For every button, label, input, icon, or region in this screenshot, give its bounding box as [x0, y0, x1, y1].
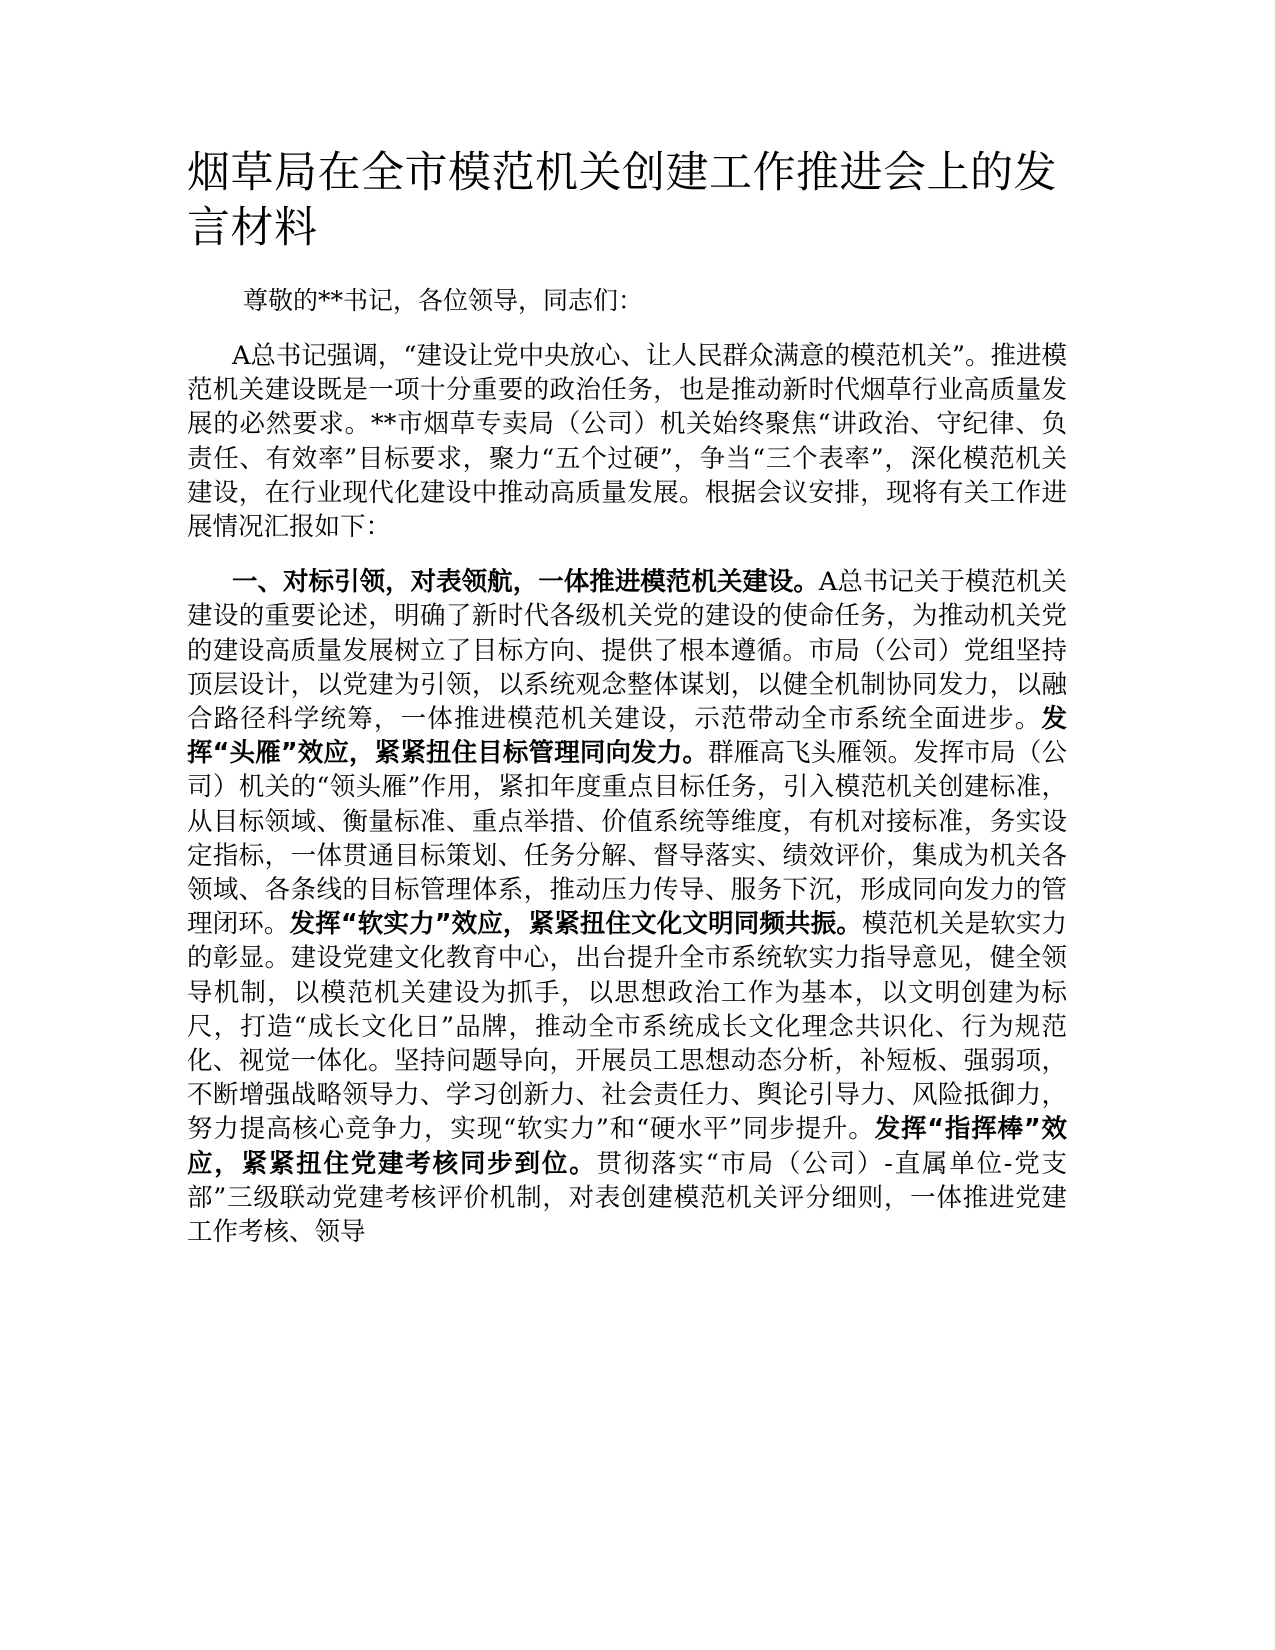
subpoint-3-heading: 发挥“指挥棒”效应，紧紧扭住党建考核同步到位。	[187, 1114, 1067, 1179]
section-1-heading: 一、对标引领，对表领航，一体推进模范机关建设。	[232, 567, 819, 598]
subpoint-3-text: 贯彻落实“市局（公司）-直属单位-党支部”三级联动党建考核评价机制，对表创建模范机关评分细则，一体推进党建工作考核、领导	[187, 1148, 1067, 1248]
section-1-text: A总书记关于模范机关建设的重要论述，明确了新时代各级机关党的建设的使命任务，为推动机关党的建设高质量发展树立了目标方向、提供了根本遵循。市局（公司）党组坚持顶层设计，以党建为引领，以系统观念整体谋划，以健全机制协同发力，以融合路径科学统筹，一体推进模范机关建设，示范带动全市系统全面进步。	[187, 567, 1067, 735]
document-title: 烟草局在全市模范机关创建工作推进会上的发言材料	[187, 148, 1057, 253]
subpoint-2-heading: 发挥“软实力”效应，紧紧扭住文化文明同频共振。	[289, 909, 862, 940]
subpoint-2-text: 模范机关是软实力的彰显。建设党建文化教育中心，出台提升全市系统软实力指导意见，健全领导机制，以模范机关建设为抓手，以思想政治工作为基本，以文明创建为标尺，打造“成长文化日”品牌，推动全市系统成长文化理念共识化、行为规范化、视觉一体化。坚持问题导向，开展员工思想动态分析，补短板、强弱项，不断增强战略领导力、学习创新力、社会责任力、舆论引导力、风险抵御力，努力提高核心竞争力，实现“软实力”和“硬水平”同步提升。	[187, 909, 1067, 1145]
section-1-paragraph	[187, 565, 1067, 1249]
document-page	[187, 146, 1067, 1249]
subpoint-1-text: 群雁高飞头雁领。发挥市局（公司）机关的“领头雁”作用，紧扣年度重点目标任务，引入模范机关创建标准，从目标领域、衡量标准、重点举措、价值系统等维度，有机对接标准，务实设定指标，一体贯通目标策划、任务分解、督导落实、绩效评价，集成为机关各领域、各条线的目标管理体系，推动压力传导、服务下沉，形成同向发力的管理闭环。	[187, 738, 1067, 940]
subpoint-1-heading: 发挥“头雁”效应，紧紧扭住目标管理同向发力。	[187, 704, 1067, 769]
intro-paragraph: A总书记强调，“建设让党中央放心、让人民群众满意的模范机关”。推进模范机关建设既是一项十分重要的政治任务，也是推动新时代烟草行业高质量发展的必然要求。**市烟草专卖局（公司）机关始终聚焦“讲政治、守纪律、负责任、有效率”目标要求，聚力“五个过硬”，争当“三个表率”，深化模范机关建设，在行业现代化建设中推动高质量发展。根据会议安排，现将有关工作进展情况汇报如下：	[187, 341, 1067, 543]
salutation: 尊敬的**书记，各位领导，同志们：	[243, 286, 644, 315]
